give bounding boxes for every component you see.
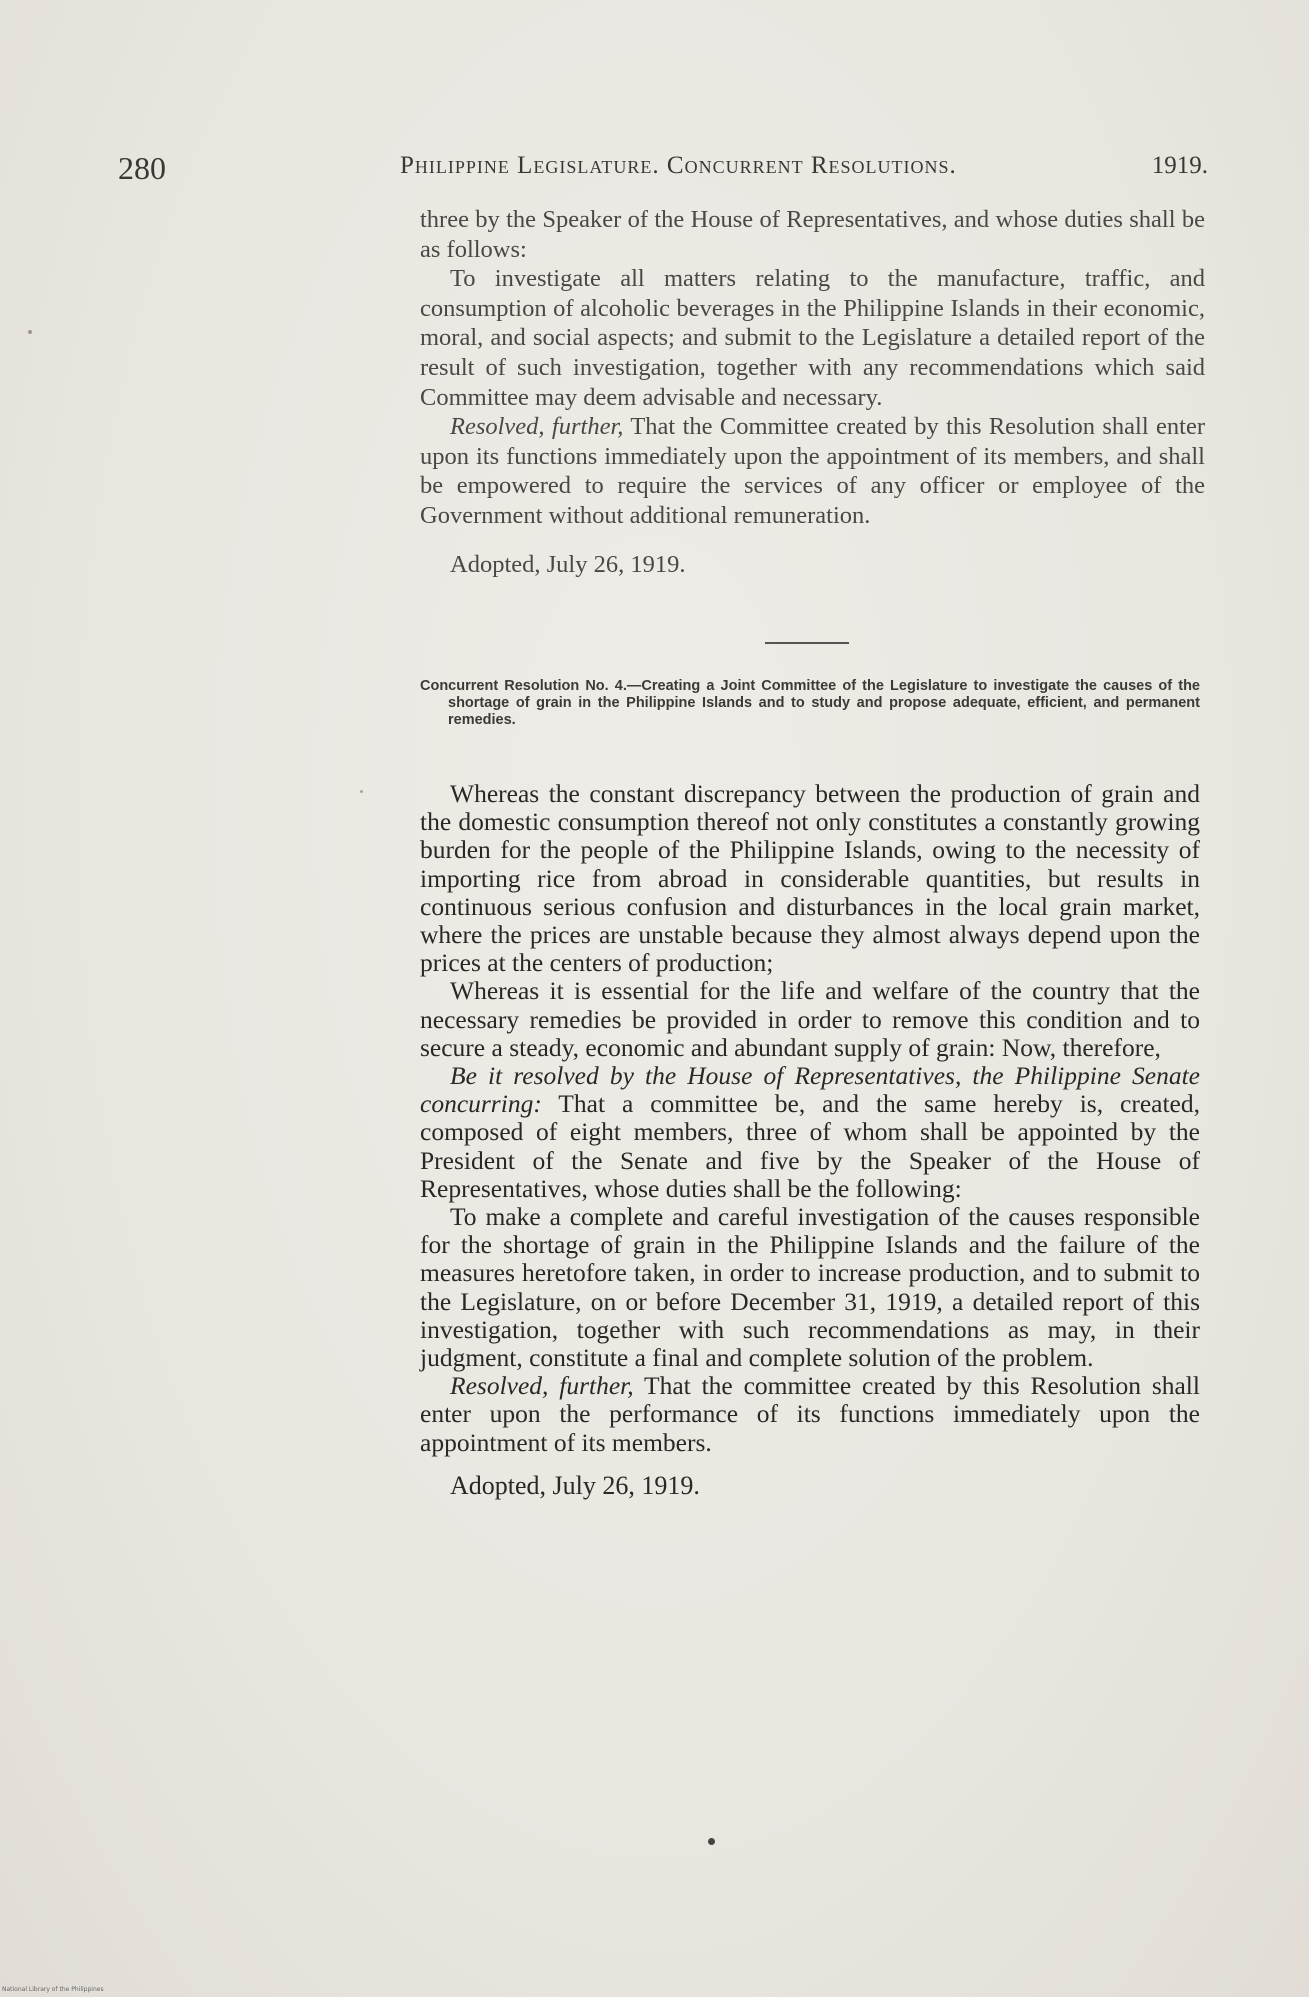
adopted-date: Adopted, July 26, 1919. bbox=[450, 550, 686, 578]
paragraph bbox=[420, 412, 1205, 530]
page-header bbox=[118, 150, 1208, 190]
page-number: 280 bbox=[118, 150, 166, 186]
italic-phrase: Be it resolved by the House of Representatives, the Philippine Senate concurring: bbox=[420, 1061, 1200, 1119]
section-divider bbox=[765, 642, 849, 644]
resolution-title bbox=[420, 678, 1200, 729]
adopted-date: Adopted, July 26, 1919. bbox=[450, 1470, 700, 1500]
paragraph: To make a complete and careful investigation of the causes responsible for the shortage of grain in the Philippine Islands and the failure of the measures heretofore taken, in order to increase production, and to submit to the Legislature, on or before December 31, 1919, a detailed report of this investigation, together with such recommendations as may, in their judgment, constitute a final and complete solution of the problem. bbox=[420, 1202, 1200, 1373]
paragraph-text: That the Committee created by this Resolution shall enter upon its functions immediately upon the appointment of its members, and shall be empowered to require the services of any officer or employee of the Government without additional remuneration. bbox=[420, 413, 1205, 529]
paragraph: Whereas it is essential for the life and welfare of the country that the necessary remedies be provided in order to remove this condition and to secure a steady, economic and abundant supply of grain: Now, therefore, bbox=[420, 976, 1200, 1062]
ink-dot bbox=[708, 1838, 715, 1845]
paragraph bbox=[420, 1062, 1200, 1203]
paragraph-text: That the committee created by this Resolution shall enter upon the performance of its functions immediately upon the appointment of its members. bbox=[420, 1371, 1200, 1457]
running-head-year: 1919. bbox=[1151, 152, 1208, 179]
italic-phrase: Resolved, further, bbox=[450, 413, 624, 441]
paragraph bbox=[420, 1372, 1200, 1457]
section-alcohol-committee bbox=[420, 205, 1205, 579]
paragraph: Whereas the constant discrepancy between the production of grain and the domestic consumption thereof not only constitutes a constantly growing burden for the people of the Philippine Islands, owing to the necessity of importing rice from abroad in considerable quantities, but results in continuous serious confusion and disturbances in the local grain market, where the prices are unstable because they almost always depend upon the prices at the centers of production; bbox=[420, 779, 1200, 978]
running-head: Philippine Legislature. Concurrent Resolutions. bbox=[400, 152, 957, 179]
resolution-title-text: Concurrent Resolution No. 4.—Creating a Joint Committee of the Legislature to investigate the causes of the shortage of grain in the Philippine Islands and to study and propose adequate, efficient, and permanent remedies. bbox=[420, 678, 1200, 728]
paper-speck bbox=[28, 330, 32, 334]
paragraph: To investigate all matters relating to the manufacture, traffic, and consumption of alcoholic beverages in the Philippine Islands in their economic, moral, and social aspects; and submit to the Legislature a detailed report of the result of such investigation, together with any recommendations which said Committee may deem advisable and necessary. bbox=[420, 265, 1205, 411]
resolution-4-body bbox=[420, 780, 1200, 1501]
paper-speck bbox=[360, 790, 363, 793]
paragraph-text: That a committee be, and the same hereby is, created, composed of eight members, three of whom shall be appointed by the President of the Senate and five by the Speaker of the House of Representatives, whose duties shall be the following: bbox=[420, 1089, 1200, 1203]
scan-stamp: National Library of the Philippines bbox=[2, 1986, 104, 1993]
paragraph: three by the Speaker of the House of Representatives, and whose duties shall be as follows: bbox=[420, 206, 1205, 263]
italic-phrase: Resolved, further, bbox=[450, 1371, 634, 1401]
